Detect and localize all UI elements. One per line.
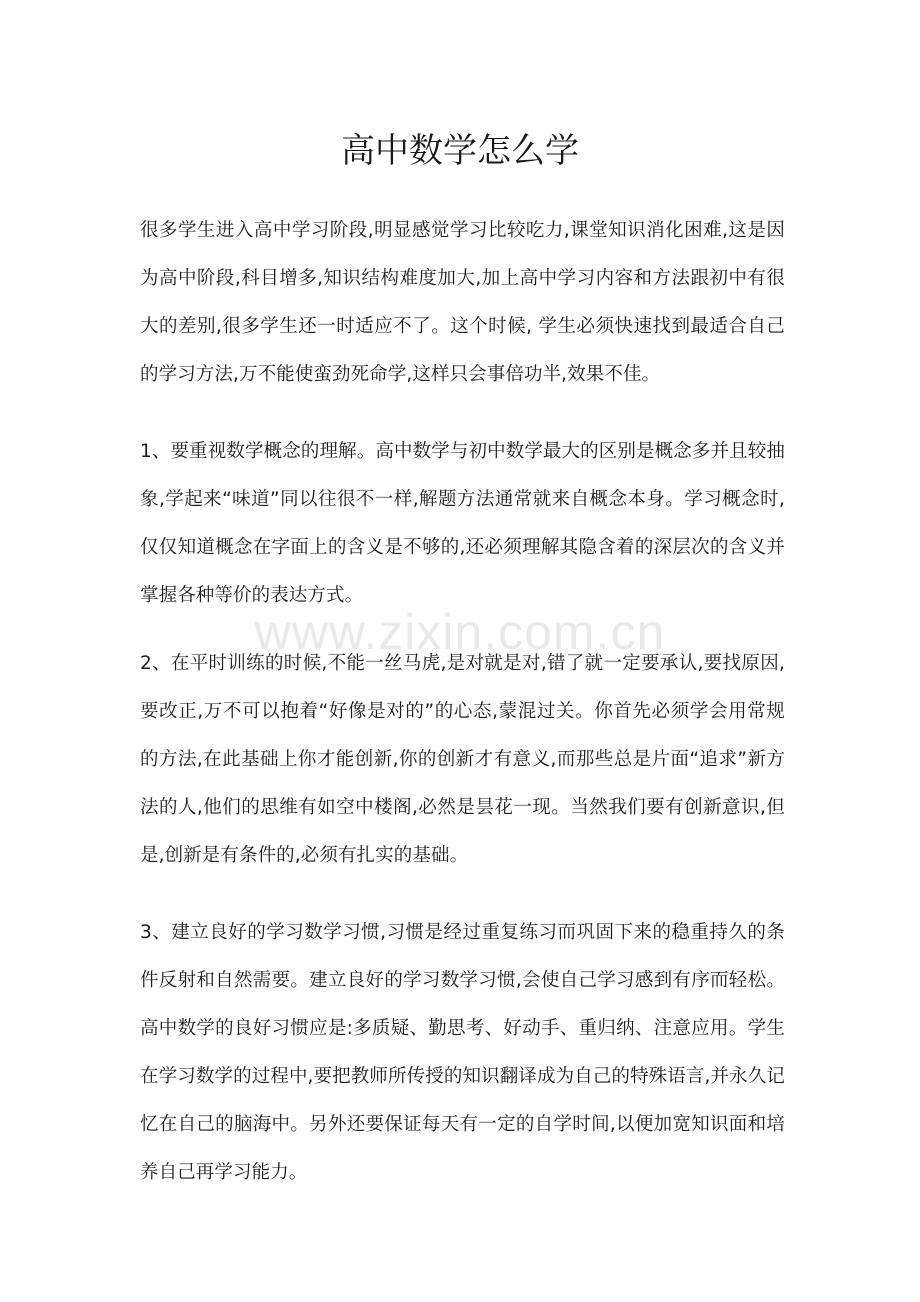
point-1-paragraph: 1、要重视数学概念的理解。高中数学与初中数学最大的区别是概念多并且较抽象,学起来“味道”同以往很不一样,解题方法通常就来自概念本身。学习概念时,仅仅知道概念在字面上的含义是不够的,还必须理解其隐含着的深层次的含义并掌握各种等价的表达方式。	[140, 441, 785, 606]
watermark: www.zixin.com.cn	[254, 604, 666, 660]
document-body	[140, 207, 785, 1226]
intro-paragraph: 很多学生进入高中学习阶段,明显感觉学习比较吃力,课堂知识消化困难,这是因为高中阶段,科目增多,知识结构难度加大,加上高中学习内容和方法跟初中有很大的差别,很多学生还一时适应不了。这个时候, 学生必须快速找到最适合自己的学习方法,万不能使蛮劲死命学,这样只会事倍功半,效果不佳。	[140, 220, 785, 385]
point-2-paragraph: 2、在平时训练的时候,不能一丝马虎,是对就是对,错了就一定要承认,要找原因,要改正,万不可以抱着“好像是对的”的心态,蒙混过关。你首先必须学会用常规的方法,在此基础上你才能创新,你的创新才有意义,而那些总是片面“追求”新方法的人,他们的思维有如空中楼阁,必然是昙花一现。当然我们要有创新意识,但是,创新是有条件的,必须有扎实的基础。	[140, 653, 785, 866]
point-3-paragraph: 3、建立良好的学习数学习惯,习惯是经过重复练习而巩固下来的稳重持久的条件反射和自然需要。建立良好的学习数学习惯,会使自己学习感到有序而轻松。高中数学的良好习惯应是:多质疑、勤思考、好动手、重归纳、注意应用。学生在学习数学的过程中,要把教师所传授的知识翻译成为自己的特殊语言,并永久记忆在自己的脑海中。另外还要保证每天有一定的自学时间,以便加宽知识面和培养自己再学习能力。	[140, 922, 785, 1183]
document-title: 高中数学怎么学	[341, 131, 579, 171]
